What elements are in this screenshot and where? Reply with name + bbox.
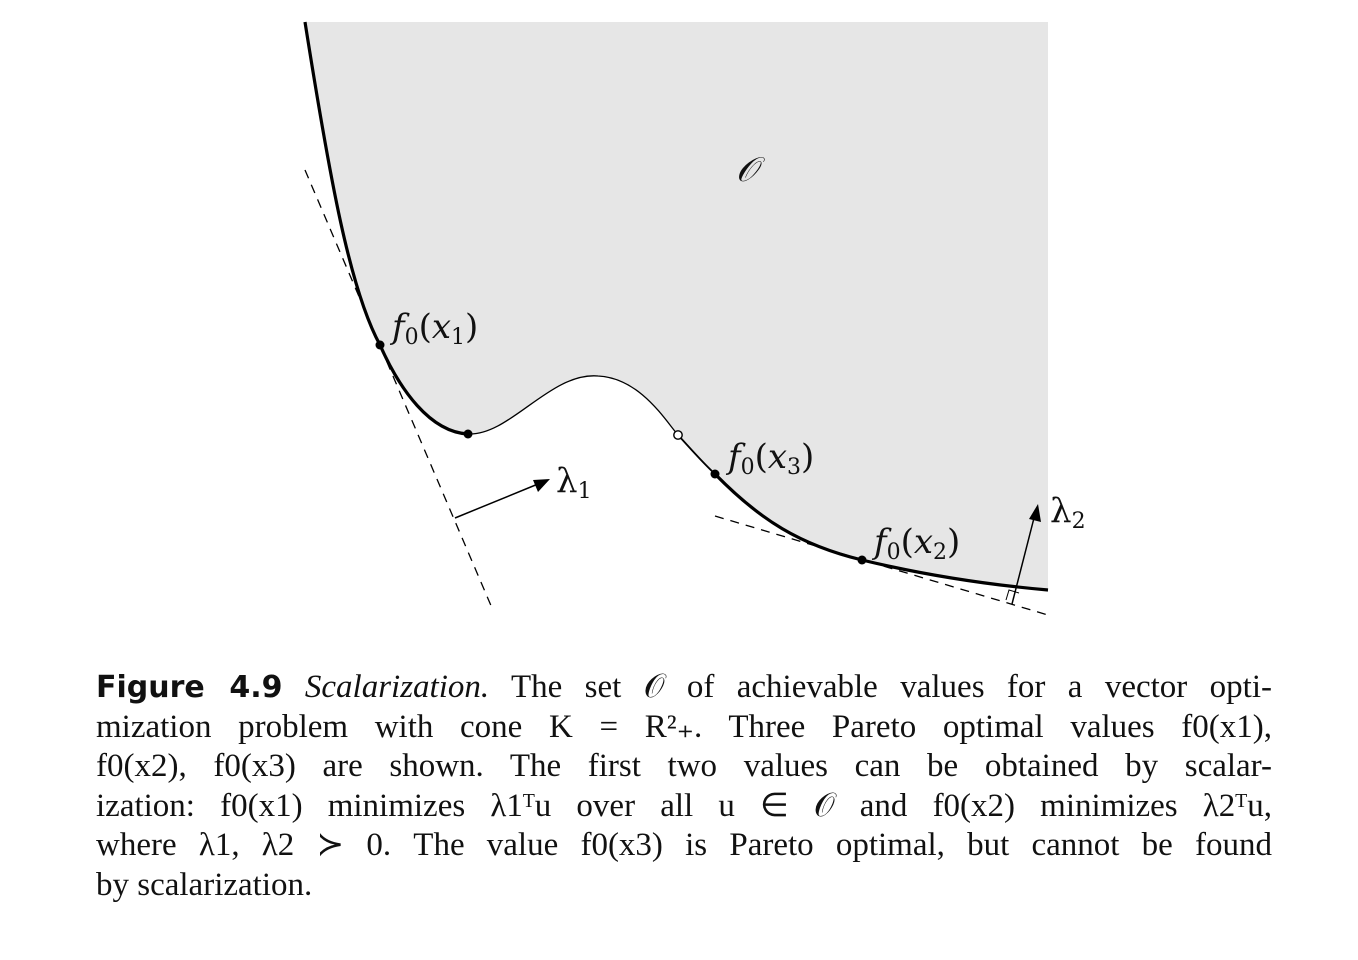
point-x2 bbox=[858, 556, 867, 565]
figure-caption bbox=[96, 668, 1272, 905]
caption-line-5: where λ1, λ2 ≻ 0. The value f0(x3) is Pareto optimal, but cannot be found bbox=[96, 827, 1272, 863]
lambda1-arrowhead bbox=[533, 479, 550, 492]
caption-line-1: Figure 4.9 Scalarization. The set 𝒪 of achievable values for a vector opti- bbox=[96, 669, 1273, 705]
point-x1 bbox=[376, 341, 385, 350]
point-bump-start bbox=[464, 430, 473, 439]
figure-title: Scalarization. bbox=[304, 669, 490, 705]
label-f0-x1: f0(x1) bbox=[392, 307, 479, 350]
label-lambda2: λ2 bbox=[1050, 491, 1086, 534]
set-label-O: 𝒪 bbox=[736, 150, 758, 190]
lambda2-right-angle bbox=[1006, 590, 1019, 600]
label-f0-x2: f0(x2) bbox=[874, 522, 961, 565]
caption-line-6: by scalarization. bbox=[96, 866, 313, 903]
point-x3 bbox=[711, 470, 720, 479]
caption-line-4: ization: f0(x1) minimizes λ1ᵀu over all u ∈ 𝒪 and f0(x2) minimizes λ2ᵀu, bbox=[96, 787, 1272, 824]
label-lambda1: λ1 bbox=[556, 461, 592, 504]
caption-line-2: mization problem with cone K = R²₊. Three Pareto optimal values f0(x1), bbox=[96, 708, 1272, 745]
point-bump-end-open bbox=[674, 431, 682, 439]
achievable-region bbox=[305, 22, 1048, 590]
caption-line-3: f0(x2), f0(x3) are shown. The first two values can be obtained by scalar- bbox=[96, 748, 1272, 784]
figure-number: Figure 4.9 bbox=[96, 670, 283, 705]
label-f0-x3: f0(x3) bbox=[728, 437, 815, 480]
lambda1-arrow bbox=[455, 484, 538, 518]
